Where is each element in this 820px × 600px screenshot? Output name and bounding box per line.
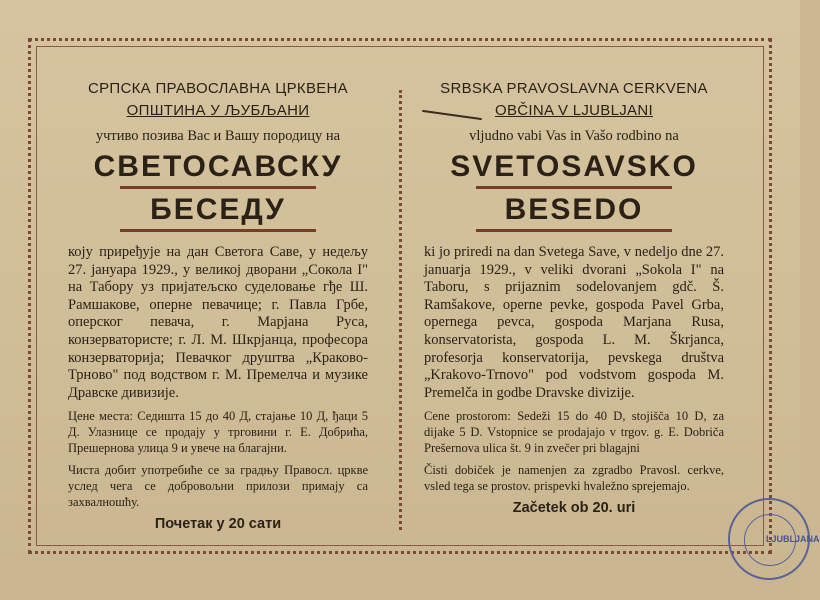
right-header-line2: OBČINA V LJUBLJANI — [495, 102, 653, 119]
library-stamp — [728, 498, 820, 580]
left-header-line1: СРПСКА ПРАВОСЛАВНА ЦРКВЕНА — [87, 80, 348, 97]
left-title2-rule — [120, 229, 316, 232]
right-title1-rule — [476, 186, 672, 189]
latin-column — [424, 78, 724, 516]
right-title2-rule — [476, 229, 672, 232]
left-title1: СВЕТОСАВСКУ — [93, 150, 343, 183]
right-title2: BESEDO — [504, 193, 644, 226]
right-header-line1: SRBSKA PRAVOSLAVNA CERKVENA — [440, 80, 708, 97]
right-title1: SVETOSAVSKO — [450, 150, 698, 183]
right-invite: vljudno vabi Vas in Vašo rodbino na — [469, 128, 679, 144]
left-invite: учтиво позива Вас и Вашу породицу на — [95, 128, 341, 144]
column-divider — [399, 90, 402, 530]
left-title2: БЕСЕДУ — [150, 193, 286, 226]
left-title1-rule — [120, 186, 316, 189]
left-prices: Ценe места: Седишта 15 до 40 Д, стајање 10 Д, ђаци 5 Д. Улазнице се продају у трговини г. Е. Добрића, Прешернова улица 9 и увече на благајни. — [68, 409, 368, 456]
stamp-text: LJUBLJANA — [766, 534, 820, 544]
left-header-line2: ОПШТИНА У ЉУБЉАНИ — [126, 102, 310, 119]
left-note: Чиста добит употребиће се за градњу Правосл. цркве услед чега се добровољни прилози примају са захвалношћу. — [68, 463, 368, 510]
left-body: коју приређује на дан Светога Саве, у недељу 27. јануара 1929., у великој дворани „Сокола I" на Табору уз пријатељско суделовање гђе Ш. Рамшакове, оперне певачице; г. Павла Грбе, оперског певача, г. Марјана Руса, конзерватористе; г. Л. М. Шкрјанца, професора конзерваторија; Певачког друштва „Краково-Трново" под водством г. М. Премелча и музике Дравске дивизије. — [68, 244, 368, 401]
right-note: Čisti dobiček je namenjen za zgradbo Pravosl. cerkve, vsled tega se prostov. prispevki hvaležno sprejemajo. — [424, 463, 724, 494]
right-start-time: Začetek ob 20. uri — [512, 500, 636, 517]
right-body: ki jo priredi na dan Svetega Save, v nedeljo dne 27. januarja 1929., v veliki dvorani „Sokola I" na Taboru, s prijaznim sodelovanjem gdč. Š. Ramšakove, operne pevke, gospoda Pavel Grba, opernega pevca, gospoda Marjana Rusa, konservatorista, gospoda L. M. Škrjanca, profesorja konservatorija, pevskega društva „Krakovo-Trnovo" pod vodstvom gospoda M. Premelča in godbe Dravske divizije. — [424, 244, 724, 401]
right-prices: Cene prostorom: Sedeži 15 do 40 D, stojišča 10 D, za dijake 5 D. Vstopnice se prodajajo v trgov. g. E. Dobriča Prešernova ulica št. 9 in zvečer pri blagajni — [424, 409, 724, 456]
cyrillic-column — [68, 78, 368, 532]
left-start-time: Почетак у 20 сати — [154, 516, 282, 533]
